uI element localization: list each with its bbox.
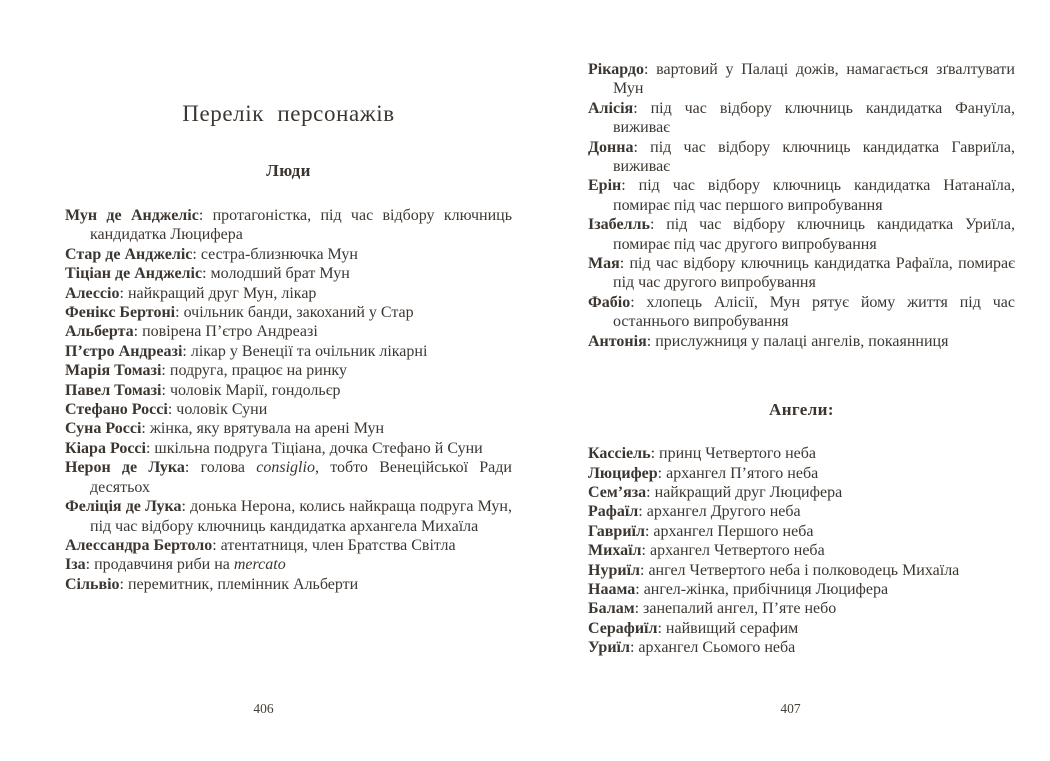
character-name: Кассіель (588, 445, 651, 463)
character-entry: Кассіель: принц Четвертого неба (588, 445, 816, 463)
character-list-angels (588, 444, 1015, 657)
italic-term: mercato (233, 556, 286, 574)
character-entry: Мая: під час відбору ключниць кандидатка Рафаїла, помирає під час другого випробування (588, 255, 1015, 292)
character-name: Мун де Анджеліс (65, 207, 199, 224)
character-name: Алессандра Бертоло (65, 536, 213, 554)
character-name: Люцифер (588, 464, 658, 482)
character-name: Антонія (588, 332, 647, 350)
character-name: Рікардо (588, 61, 644, 78)
character-entry: Феліція де Лука: донька Нерона, колись найкраща подруга Мун, під час відбору ключниць кандидатка архангела Михаїла (65, 498, 512, 535)
character-entry: Гавриїл: архангел Першого неба (588, 522, 814, 540)
character-entry: Уриїл: архангел Сьомого неба (588, 639, 796, 657)
character-name: Кіара Россі (65, 439, 146, 457)
character-name: Уриїл (588, 639, 630, 657)
character-name: Альберта (65, 323, 134, 341)
character-entry: Фенікс Бертоні: очільник банди, закоханий у Стар (65, 304, 414, 322)
page-right (588, 0, 1015, 761)
character-entry: Михаїл: архангел Четвертого неба (588, 542, 825, 560)
character-name: Стар де Анджеліс (65, 245, 193, 263)
character-name: Ерін (588, 177, 622, 195)
character-name: Алессіо (65, 284, 120, 302)
page-number-right: 407 (780, 701, 801, 716)
character-entry: Сільвіо: перемитник, племінник Альберти (65, 575, 359, 593)
character-name: Феліція де Лука (65, 498, 182, 516)
character-name: Фабіо (588, 293, 631, 311)
character-name: Алісія (588, 99, 634, 117)
character-entry: П’єтро Андреазі: лікар у Венеції та очільник лікарні (65, 342, 428, 360)
character-entry: Павел Томазі: чоловік Марії, гондольєр (65, 381, 341, 399)
character-entry: Стар де Анджеліс: сестра-близнючка Мун (65, 245, 358, 263)
character-name: Балам (588, 600, 635, 618)
character-name: П’єтро Андреазі (65, 342, 183, 360)
character-entry: Рафаїл: архангел Другого неба (588, 503, 801, 521)
character-entry: Донна: під час відбору ключниць кандидатка Гавриїла, виживає (588, 138, 1015, 176)
character-name: Сільвіо (65, 575, 120, 593)
character-name: Серафиїл (588, 619, 658, 637)
italic-term: consiglio (256, 459, 315, 477)
page-left (65, 0, 512, 761)
character-entry: Мун де Анджеліс: протагоністка, під час відбору ключниць кандидатка Люцифера (65, 207, 513, 244)
character-name: Мая (588, 255, 620, 273)
character-entry: Сем’яза: найкращий друг Люцифера (588, 483, 843, 501)
character-name: Нерон де Лука (65, 459, 185, 477)
character-entry: Альберта: повірена П’єтро Андреазі (65, 323, 318, 341)
character-name: Павел Томазі (65, 381, 162, 399)
character-entry: Тіціан де Анджеліс: молодший брат Мун (65, 265, 350, 283)
character-name: Сем’яза (588, 483, 647, 501)
page-number-left: 406 (253, 701, 274, 716)
character-entry: Антонія: прислужниця у палаці ангелів, покаянниця (588, 332, 949, 350)
character-name: Нуриїл (588, 561, 640, 579)
character-name: Марія Томазі (65, 362, 162, 380)
character-name: Іза (65, 556, 86, 574)
character-entry: Рікардо: вартовий у Палаці дожів, намагається зґвалтувати Мун (588, 61, 1015, 98)
character-name: Михаїл (588, 542, 642, 560)
character-entry: Іза: продавчиня риби на mercato (65, 556, 286, 574)
character-entry: Балам: занепалий ангел, П’яте небо (588, 600, 837, 618)
character-name: Наама (588, 580, 636, 598)
character-entry: Ізабелль: під час відбору ключниць кандидатка Уриїла, помирає під час другого випробування (588, 216, 1015, 253)
character-list-people-continued (588, 0, 1015, 351)
character-name: Суна Россі (65, 420, 142, 438)
character-entry: Люцифер: архангел П’ятого неба (588, 464, 819, 482)
character-name: Фенікс Бертоні (65, 304, 176, 322)
character-entry: Наама: ангел-жінка, прибічниця Люцифера (588, 580, 889, 598)
character-entry: Алессіо: найкращий друг Мун, лікар (65, 284, 317, 302)
character-entry: Серафиїл: найвищий серафим (588, 619, 799, 637)
character-name: Тіціан де Анджеліс (65, 265, 203, 283)
character-entry: Алісія: під час відбору ключниць кандидатка Фануїла, виживає (588, 99, 1015, 137)
section-heading-angels: Ангели: (769, 400, 834, 420)
character-entry: Ерін: під час відбору ключниць кандидатка Натанаїла, помирає під час першого випробування (588, 177, 1015, 214)
character-entry: Марія Томазі: подруга, працює на ринку (65, 362, 347, 380)
character-name: Рафаїл (588, 503, 639, 521)
character-entry: Суна Россі: жінка, яку врятувала на арені Мун (65, 420, 385, 438)
character-entry: Алессандра Бертоло: атентатниця, член Братства Світла (65, 536, 456, 554)
character-name: Донна (588, 138, 634, 156)
character-list-people (65, 206, 512, 594)
character-name: Ізабелль (588, 216, 650, 234)
section-heading-people: Люди (266, 161, 311, 180)
character-name: Гавриїл (588, 522, 645, 540)
character-entry: Нуриїл: ангел Четвертого неба і полководець Михаїла (588, 561, 960, 579)
character-name: Стефано Россі (65, 401, 168, 419)
page-title: Перелік персонажів (182, 101, 395, 126)
character-entry: Нерон де Лука: голова consiglio, тобто Венеційської Ради десятьох (65, 459, 512, 496)
character-entry: Кіара Россі: шкільна подруга Тіціана, дочка Стефано й Суни (65, 439, 483, 457)
character-entry: Фабіо: хлопець Алісії, Мун рятує йому життя під час останнього випробування (588, 293, 1015, 331)
character-entry: Стефано Россі: чоловік Суни (65, 401, 268, 419)
